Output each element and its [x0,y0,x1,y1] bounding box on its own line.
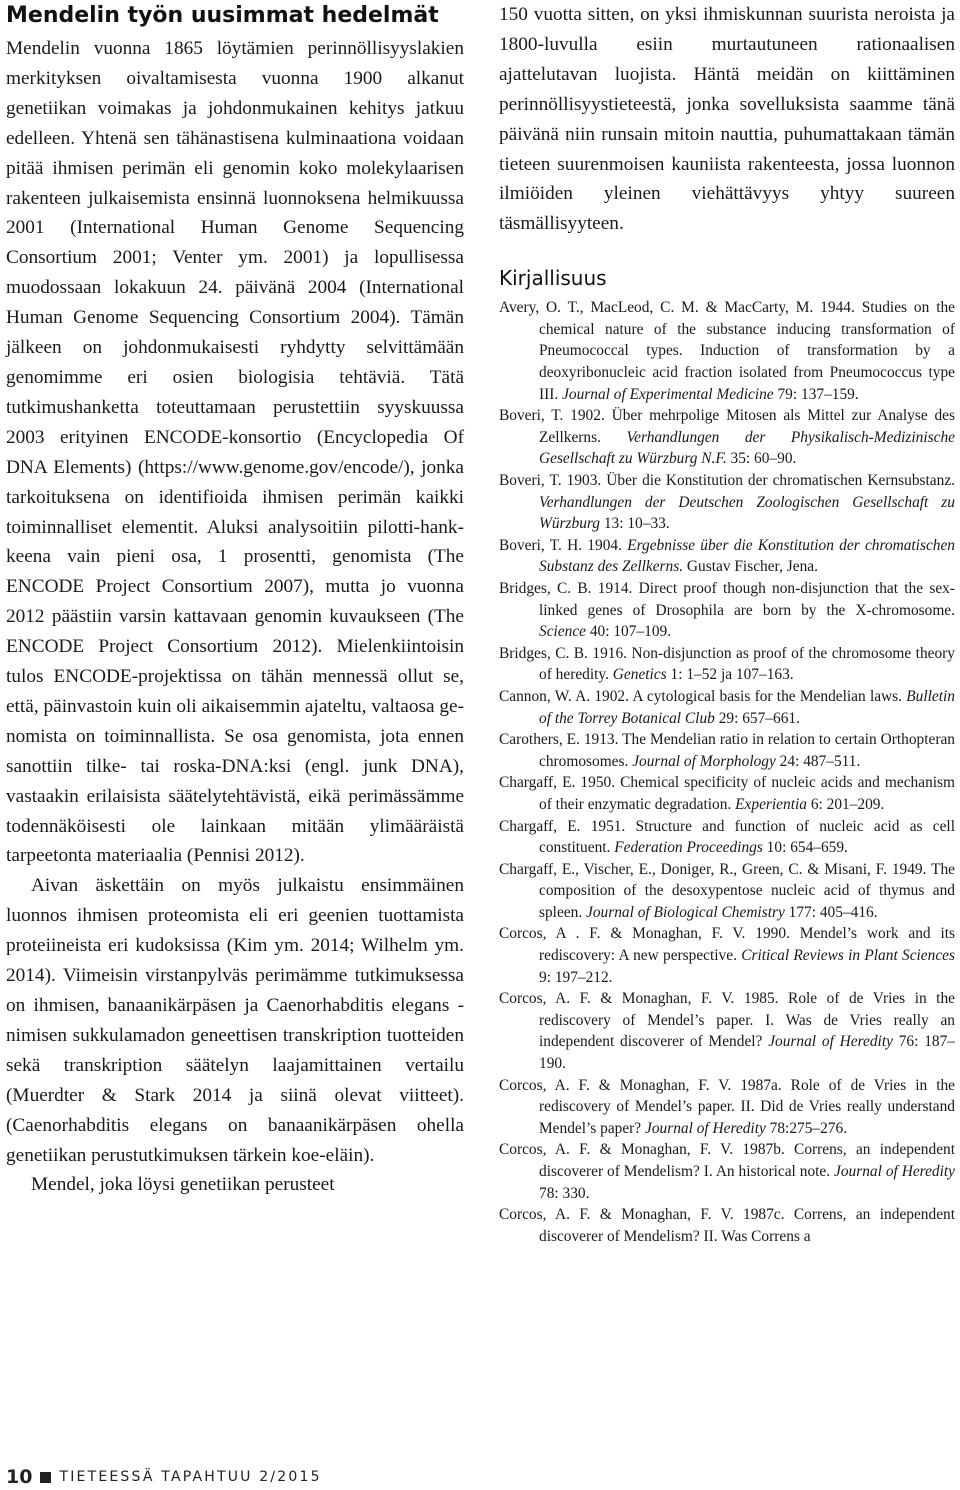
reference-journal: Science [539,623,586,641]
body-paragraph-3: Mendel, joka löysi genetiikan perusteet [31,1174,335,1196]
reference-volume-pages: 29: 657–661. [714,709,800,727]
reference-text: Corcos, A. F. & Monaghan, F. V. 1985. Role of de Vries in the rediscovery of Mendel’s paper. I. Was de Vries really an independent discoverer of Mendel? [499,990,955,1051]
reference-text: Boveri, T. H. 1904. [499,536,628,554]
reference-volume-pages: 1: 1–52 ja 107–163. [666,666,794,684]
reference-text: Chargaff, E. 1950. Chemical specificity of nucleic acids and mechanism of their enzymatic degradation. [499,774,955,813]
reference-volume-pages: 76: 187–190. [539,1033,955,1073]
reference-text: Chargaff, E., Vischer, E., Doniger, R., Green, C. & Misani, F. 1949. The composition of the desoxypentose nucleic acid of thymus and spleen. [499,860,955,921]
reference-entry [499,686,955,729]
reference-text: Corcos, A. F. & Monaghan, F. V. 1987b. Correns, an independent discoverer of Mendelism? I. An historical note. [499,1141,955,1180]
reference-journal: Experientia [735,795,807,813]
reference-entry [499,772,955,815]
reference-volume-pages: 177: 405–416. [784,903,878,921]
reference-journal: Journal of Heredity [834,1163,955,1180]
reference-volume-pages: 10: 654–659. [762,839,848,857]
reference-journal: Verhandlungen der Deutschen Zoologischen Gesellschaft zu Würzburg [539,493,955,533]
reference-entry [499,816,955,859]
page-footer [6,1466,322,1488]
reference-volume-pages: 24: 487–511. [775,752,861,770]
reference-text: Bridges, C. B. 1914. Direct proof though non-disjunction that the sex-linked genes of Drosophila are born by the X-chromosome. [499,579,955,619]
reference-volume-pages: 6: 201–209. [806,795,885,813]
reference-volume-pages: 35: 60–90. [726,450,797,468]
reference-entry [499,1204,955,1247]
reference-entry [499,297,955,405]
reference-text: Boveri, T. 1902. Über mehrpolige Mitosen als Mittel zur Analyse des Zellkerns. [499,407,955,446]
reference-journal: Journal of Heredity [768,1033,893,1051]
reference-text: Carothers, E. 1913. The Mendelian ratio in relation to certain Orthopteran chromosomes. [499,731,955,770]
reference-journal: Federation Proceedings [614,839,763,857]
reference-journal: Verhandlungen der Physikalisch-Medizinische Gesellschaft zu Würzburg N.F. [539,428,955,468]
reference-text: Corcos, A . F. & Monaghan, F. V. 1990. Mendel’s work and its rediscovery: A new perspective. [499,925,955,965]
reference-journal: Bulletin of the Torrey Botanical Club [539,687,955,727]
reference-journal: Ergebnisse über die Konstitution der chromatischen Substanz des Zellkerns. [539,536,956,576]
reference-journal: Journal of Biological Chemistry [586,903,785,921]
reference-text: Cannon, W. A. 1902. A cytological basis for the Mendelian laws. [499,687,907,705]
body-paragraph-continued: 150 vuotta sitten, on yksi ihmiskunnan suurista neroista ja 1800-luvulla esiin murtautuneen rationaalisen ajattelutavan luojista. Häntä meidän on kiittäminen perinnöllisyystieteestä, jonka sovelluksista saamme tänä päivänä niin runsain mitoin nauttia, puhumattakaan tämän tieteen suurenmoisen kauniista rakenteesta, jossa luonnon ilmiöiden yleinen viehättävyys yhtyy suureen täsmällisyyteen. [499,4,955,235]
reference-entry [499,578,955,643]
reference-journal: Journal of Morphology [632,752,776,770]
journal-name: TIETEESSÄ TAPAHTUU 2/2015 [59,1469,322,1485]
reference-volume-pages: 78: 330. [539,1184,590,1202]
reference-entry [499,1075,955,1140]
reference-entry [499,1139,955,1204]
reference-journal: Journal of Heredity [644,1119,766,1137]
body-paragraph-2: Aivan äskettäin on myös julkaistu ensimmäinen luonnos ihmisen proteomista eli eri geenien tuottamista proteiineista eri kudoksissa (Kim ym. 2014; Wilhelm ym. 2014). Viimeisin virstanpylväs perimämme tutkimuksessa on ihmisen, banaanikärpäsen ja Caenorhabditis elegans -nimisen sukkulamadon geneettisen transkription tuotteiden sekä transkription säätelyn laajamittainen vertailu (Muerdter & Stark 2014 ja siinä olevat viitteet). (Caenorhabditis elegans on banaanikärpäsen ohella genetiikan perustutkimuksen tärkein koe-eläin). [6,875,464,1166]
reference-list [499,297,955,1247]
reference-entry [499,923,955,988]
reference-volume-pages: 79: 137–159. [773,385,859,403]
reference-journal: Critical Reviews in Plant Sciences [741,947,955,965]
reference-text: Boveri, T. 1903. Über die Konstitution der chromatischen Kernsubstanz. [499,472,955,489]
reference-volume-pages: 78:275–276. [765,1119,848,1137]
reference-entry [499,643,955,686]
right-column [499,0,955,1247]
reference-entry [499,405,955,470]
references-title: Kirjallisuus [499,266,607,291]
page-number: 10 [6,1466,33,1488]
reference-volume-pages: 9: 197–212. [539,968,613,986]
reference-text: Chargaff, E. 1951. Structure and function of nucleic acid as cell constituent. [499,817,955,857]
reference-text: Corcos, A. F. & Monaghan, F. V. 1987c. Correns, an independent discoverer of Mendelism? II. Was Correns a [499,1206,955,1245]
reference-text: Corcos, A. F. & Monaghan, F. V. 1987a. Role of de Vries in the rediscovery of Mendel’s paper. II. Did de Vries really understand Mendel’s paper? [499,1076,955,1137]
reference-volume-pages: Gustav Fischer, Jena. [683,558,818,576]
reference-journal: Genetics [612,666,667,684]
body-paragraph-1: Mendelin vuonna 1865 löytämien perinnöllisyyslakien merkityksen oivaltamisesta vuonna 1900 alkanut genetiikan voimakas ja johdonmukainen kehitys jatkuu edelleen. Yhtenä sen tähänastisena kulminaationa voidaan pitää ihmisen perimän eli genomin koko molekylaarisen rakenteen julkaisemista ensinnä luonnoksena helmikuussa 2001 (International Human Genome Sequencing Consortium 2001; Venter ym. 2001) ja lopullisessa muodossaan lokakuun 24. päivänä 2004 (International Human Genome Sequencing Consortium 2004). Tämän jälkeen on johdonmukaisesti ryhdytty selvittämään genomimme eri osien biologisia tehtäviä. Tätä tutkimushanketta toteuttamaan perustettiin syyskuussa 2003 erityinen ENCODE-konsortio (Encyclopedia Of DNA Elements) (https://www.genome.gov/encode/), jonka tarkoituksena on identifioida ihmisen perimän kaikki toiminnalliset elementit. Aluksi analysoitiin pilotti-hankkeena vain pieni osa, 1 prosentti, genomista (The ENCODE Project Consortium 2007), mutta jo vuonna 2012 päästiin varsin kattavaan genomin kuvaukseen (The ENCODE Project Consortium 2012). Mielenkiintoisin tulos ENCODE-projektissa on tähän mennessä ollut se, että, päinvastoin kuin oli aikaisemmin ajateltu, valtaosa genomista on toiminnallista. Se osa genomista, jota ennen sanottiin tilke- tai roska-DNA:ksi (engl. junk DNA), vastaakin erilaisista säätelytehtävistä, eikä perimässämme todennäköisesti ole lainkaan mitään ylimääräistä tarpeetonta materiaalia (Pennisi 2012). [6,38,464,867]
reference-text: Bridges, C. B. 1916. Non-disjunction as proof of the chromosome theory of heredity. [499,644,955,684]
reference-text: Avery, O. T., MacLeod, C. M. & MacCarty, M. 1944. Studies on the chemical nature of the substance inducing transformation of Pneumococcal types. Induction of transformation by a deoxyribonucleic acid fraction isolated from Pneumococcus type III. [499,299,955,403]
reference-entry [499,859,955,924]
reference-entry [499,470,955,535]
reference-entry [499,729,955,772]
reference-journal: Journal of Experimental Medicine [562,385,774,403]
article-section-title: Mendelin työn uusimmat hedelmät [6,3,439,28]
reference-entry [499,988,955,1074]
reference-volume-pages: 13: 10–33. [600,515,670,533]
left-column [6,0,464,1200]
square-bullet-icon [40,1472,51,1483]
reference-volume-pages: 40: 107–109. [586,623,672,641]
reference-entry [499,535,955,578]
